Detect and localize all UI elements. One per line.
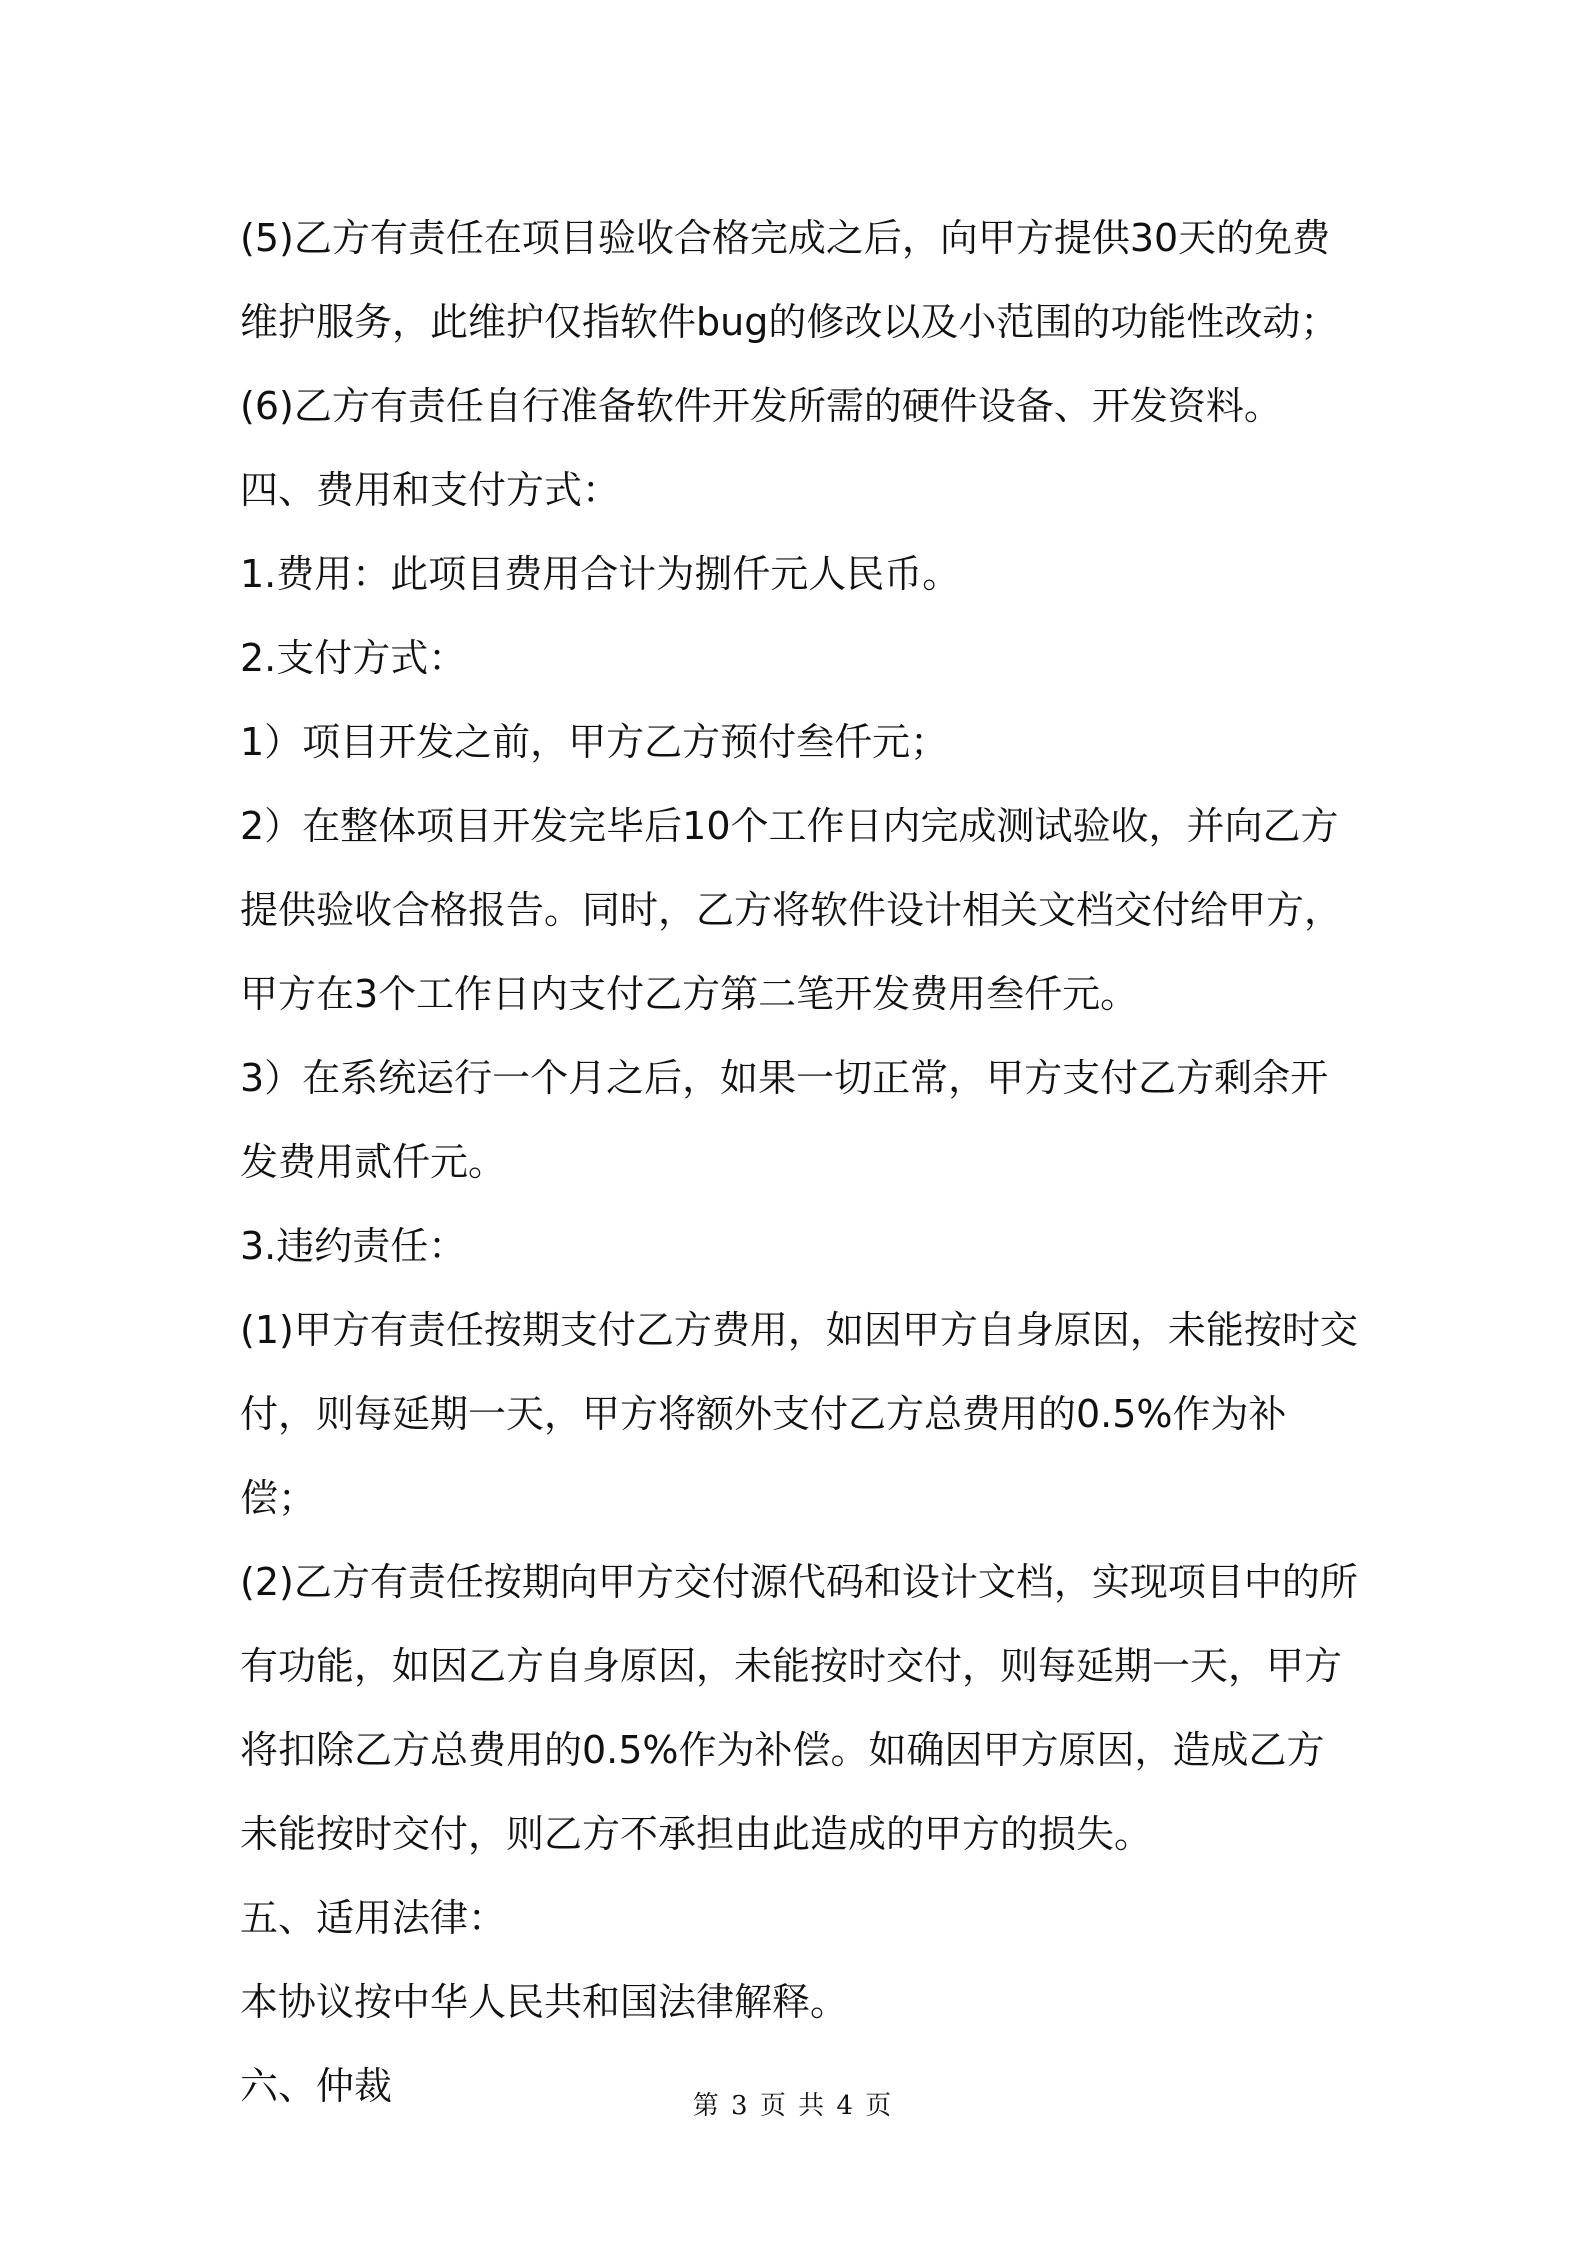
document-body xyxy=(240,196,1360,2128)
payment-item-3: 3）在系统运行一个月之后，如果一切正常，甲方支付乙方剩余开发费用贰仟元。 xyxy=(240,1056,1329,1184)
payment-method-heading: 2.支付方式： xyxy=(240,636,467,680)
section-heading-law: 五、适用法律： xyxy=(240,1896,507,1940)
breach-item-2: (2)乙方有责任按期向甲方交付源代码和设计文档，实现项目中的所有功能，如因乙方自身原因，未能按时交付，则每延期一天，甲方将扣除乙方总费用的0.5%作为补偿。如确因甲方原因，造成乙方未能按时交付，则乙方不承担由此造成的甲方的损失。 xyxy=(240,1560,1358,1856)
page-number-footer: 第 3 页 共 4 页 xyxy=(692,2091,894,2121)
section-heading-fees: 四、费用和支付方式： xyxy=(240,468,621,512)
fee-amount: 1.费用：此项目费用合计为捌仟元人民币。 xyxy=(240,552,961,596)
section-heading-arbitration: 六、仲裁 xyxy=(240,2064,393,2108)
governing-law-text: 本协议按中华人民共和国法律解释。 xyxy=(240,1980,849,2024)
payment-item-2: 2）在整体项目开发完毕后10个工作日内完成测试验收，并向乙方提供验收合格报告。同时，乙方将软件设计相关文档交付给甲方，甲方在3个工作日内支付乙方第二笔开发费用叁仟元。 xyxy=(240,804,1343,1016)
payment-item-1: 1）项目开发之前，甲方乙方预付叁仟元； xyxy=(240,720,949,764)
breach-liability-heading: 3.违约责任： xyxy=(240,1224,467,1268)
breach-item-1: (1)甲方有责任按期支付乙方费用，如因甲方自身原因，未能按时交付，则每延期一天，甲方将额外支付乙方总费用的0.5%作为补偿； xyxy=(240,1308,1358,1520)
clause-6-hardware: (6)乙方有责任自行准备软件开发所需的硬件设备、开发资料。 xyxy=(240,384,1282,428)
clause-5-maintenance: (5)乙方有责任在项目验收合格完成之后，向甲方提供30天的免费维护服务，此维护仅指软件bug的修改以及小范围的功能性改动； xyxy=(240,216,1339,344)
